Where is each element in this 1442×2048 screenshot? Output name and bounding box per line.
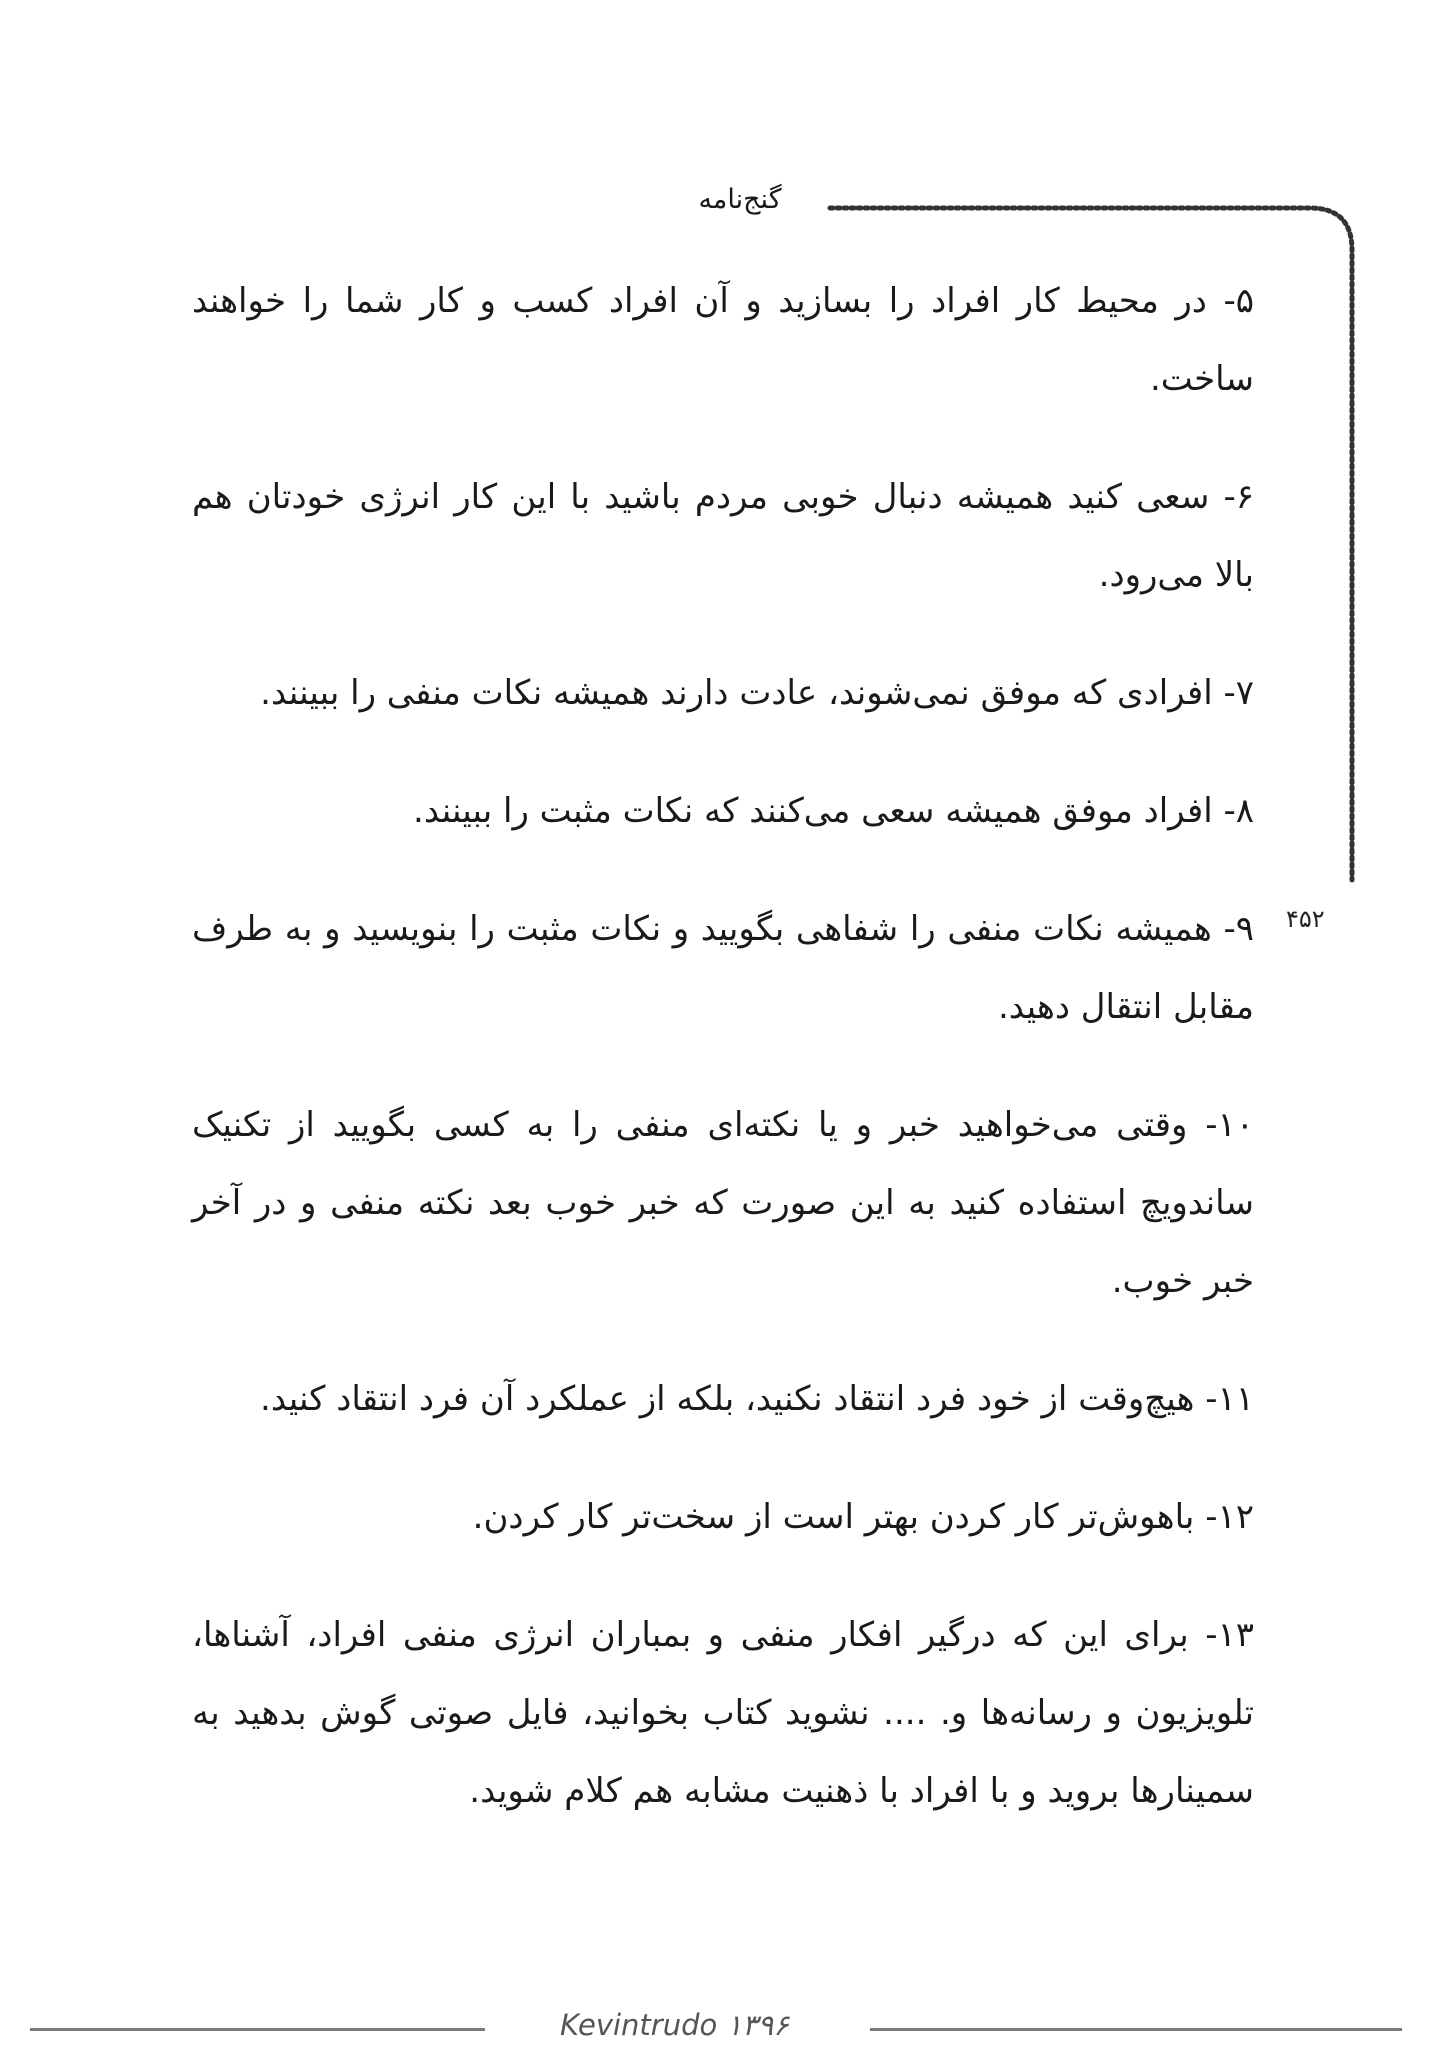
paragraph: ۷- افرادی که موفق نمی‌شوند، عادت دارند همیشه نکات منفی را ببینند. — [260, 673, 1254, 713]
paragraph: ۱۱- هیچ‌وقت از خود فرد انتقاد نکنید، بلکه از عملکرد آن فرد انتقاد کنید. — [260, 1379, 1254, 1419]
paragraph: ۵- در محیط کار افراد را بسازید و آن افراد کسب و کار شما را خواهند ساخت. — [192, 281, 1254, 399]
footer-divider-right — [870, 2028, 1402, 2031]
paragraph: ۱۳- برای این که درگیر افکار منفی و بمباران انرژی منفی افراد، آشناها، تلویزیون و رسانه‌ها و. .... نشوید کتاب بخوانید، فایل صوتی گوش بدهید به سمینارها بروید و با افراد با ذهنیت مشابه هم کلام شوید. — [192, 1615, 1254, 1811]
paragraph: ۶- سعی کنید همیشه دنبال خوبی مردم باشید با این کار انرژی خودتان هم بالا می‌رود. — [192, 477, 1254, 595]
running-header-title: گنج‌نامه — [698, 184, 782, 215]
footer-author-year: Kevintrudo ۱۳۹۶ — [560, 2008, 789, 2042]
paragraph: ۹- همیشه نکات منفی را شفاهی بگویید و نکات مثبت را بنویسید و به طرف مقابل انتقال دهید. — [192, 909, 1254, 1027]
paragraph: ۱۰- وقتی می‌خواهید خبر و یا نکته‌ای منفی را به کسی بگویید از تکنیک ساندویچ استفاده کنید به این صورت که خبر خوب بعد نکته منفی و در آخر خبر خوب. — [192, 1105, 1254, 1301]
page-number: ۴۵۲ — [1286, 905, 1325, 933]
paragraph: ۱۲- باهوش‌تر کار کردن بهتر است از سخت‌تر کار کردن. — [472, 1497, 1254, 1537]
body-text — [192, 262, 1254, 1870]
page-footer — [0, 2008, 1442, 2048]
footer-divider-left — [30, 2028, 485, 2031]
paragraph: ۸- افراد موفق همیشه سعی می‌کنند که نکات مثبت را ببینند. — [413, 791, 1254, 831]
